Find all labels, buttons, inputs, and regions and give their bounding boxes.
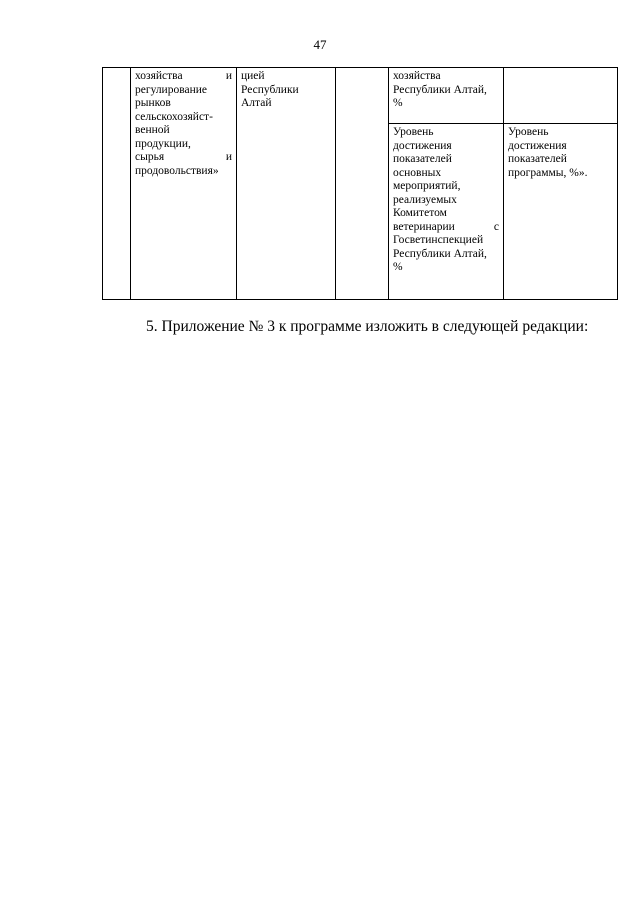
- program-line-1: Уровень: [508, 126, 549, 138]
- indicator-line-6: реализуемых: [393, 193, 457, 206]
- indicator-line-9: Госветинспекцией: [393, 234, 484, 246]
- indicator-line-11: %: [393, 261, 403, 273]
- activity-line-3: рынков: [135, 97, 171, 109]
- paragraph-appendix-3: 5. Приложение № 3 к программе изложить в следующей редакции:: [146, 318, 589, 335]
- activity-line-5: венной: [135, 124, 170, 136]
- indicator-line-1: Уровень: [393, 126, 434, 138]
- indicator-line-2: достижения: [393, 139, 452, 152]
- program-line-3: показателей: [508, 153, 567, 165]
- activity-line-6: продукции,: [135, 137, 191, 150]
- page-number: 47: [313, 37, 327, 52]
- executor-line-2: Республики: [241, 83, 299, 96]
- table-cell-activity-name: [131, 68, 237, 300]
- indicator-line-4: основных: [393, 166, 442, 179]
- indicator-line-5: мероприятий,: [393, 180, 461, 192]
- program-line-4: программы, %».: [508, 166, 588, 179]
- indicator-line-10: Республики Алтай,: [393, 247, 487, 260]
- executor-line-1: цией: [241, 70, 265, 82]
- activity-line-2: регулирование: [135, 83, 208, 96]
- activity-line-1: хозяйства и: [135, 70, 232, 82]
- table-cell-indicator-top: [389, 68, 504, 124]
- indicator-line-3: показателей: [393, 153, 452, 165]
- table-cell-program-indicator: [504, 124, 618, 300]
- continuation-table: [102, 67, 618, 300]
- indicator-top-line-3: %: [393, 97, 403, 109]
- table-cell-number: [103, 68, 131, 300]
- activity-line-7: сырья и: [135, 151, 232, 163]
- program-line-2: достижения: [508, 139, 567, 152]
- activity-line-4: сельскохозяйст-: [135, 110, 213, 123]
- indicator-line-7: Комитетом: [393, 207, 447, 219]
- table-cell-target-top: [504, 68, 618, 124]
- activity-line-8: продовольствия»: [135, 164, 219, 177]
- table-cell-indicator-bottom: [389, 124, 504, 300]
- indicator-top-line-2: Республики Алтай,: [393, 83, 487, 96]
- indicator-line-8: ветеринарии с: [393, 220, 499, 233]
- executor-line-3: Алтай: [241, 97, 272, 109]
- indicator-top-line-1: хозяйства: [393, 70, 441, 82]
- table-cell-empty: [336, 68, 389, 300]
- table-cell-executor: [237, 68, 336, 300]
